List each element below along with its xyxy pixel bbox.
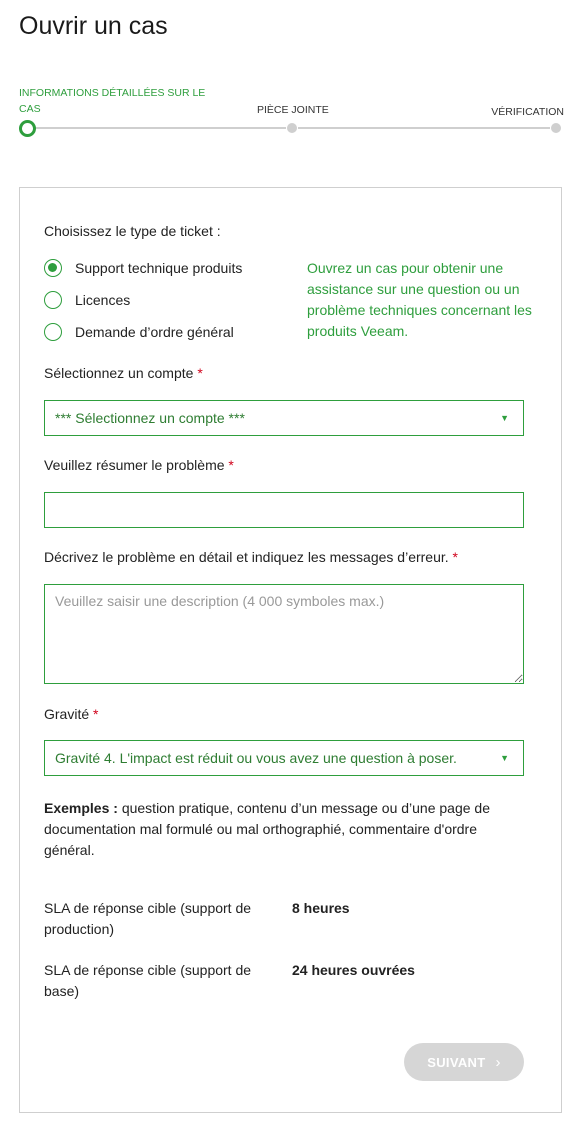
account-select[interactable]: [44, 400, 524, 436]
radio-checked-icon[interactable]: [44, 259, 62, 277]
ticket-type-label: Choisissez le type de ticket :: [44, 223, 221, 239]
case-form-card: [19, 187, 562, 1113]
examples-title: Exemples :: [44, 800, 118, 816]
step-attachment-dot: [287, 123, 297, 133]
account-label: [44, 365, 203, 381]
description-label: [44, 549, 458, 565]
sla-label: SLA de réponse cible (support de production): [44, 900, 252, 937]
radio-option-technical-support[interactable]: [44, 257, 242, 279]
required-mark: *: [452, 549, 458, 565]
severity-examples: [44, 798, 514, 861]
chevron-down-icon: ▼: [500, 753, 509, 763]
account-label-text: Sélectionnez un compte: [44, 365, 194, 381]
required-mark: *: [197, 365, 203, 381]
step-attachment-label: PIÈCE JOINTE: [257, 104, 329, 116]
stepper-line: [34, 127, 286, 129]
summary-label: [44, 457, 234, 473]
description-label-text: Décrivez le problème en détail et indiquez les messages d’erreur.: [44, 549, 449, 565]
radio-option-label: Support technique produits: [75, 260, 243, 276]
severity-select-value: Gravité 4. L'impact est réduit ou vous avez une question à poser.: [55, 750, 457, 766]
stepper: [0, 80, 586, 140]
stepper-line: [298, 127, 550, 129]
step-verification-dot: [551, 123, 561, 133]
step-details-label: INFORMATIONS DÉTAILLÉES SUR LE CAS: [19, 87, 206, 115]
chevron-right-icon: ›: [495, 1053, 501, 1071]
page-title: Ouvrir un cas: [19, 12, 168, 40]
severity-label: [44, 706, 98, 722]
next-button[interactable]: [404, 1043, 524, 1081]
next-button-label: SUIVANT: [427, 1054, 486, 1070]
sla-label: SLA de réponse cible (support de base): [44, 962, 252, 999]
severity-select[interactable]: [44, 740, 524, 776]
chevron-down-icon: ▼: [500, 413, 509, 423]
examples-text: question pratique, contenu d’un message ou d’une page de documentation mal formulé ou mal orthographié, commentaire d'ordre général.: [44, 800, 490, 858]
account-select-value: *** Sélectionnez un compte ***: [55, 410, 245, 426]
sla-value: 24 heures ouvrées: [292, 962, 415, 978]
step-verification-label: VÉRIFICATION: [491, 106, 564, 118]
ticket-type-info: Ouvrez un cas pour obtenir une assistance sur une question ou un problème techniques concernant les produits Veeam.: [307, 260, 532, 339]
required-mark: *: [93, 706, 99, 722]
summary-label-text: Veuillez résumer le problème: [44, 457, 225, 473]
radio-unchecked-icon[interactable]: [44, 323, 62, 341]
radio-option-licensing[interactable]: [44, 289, 130, 311]
description-textarea[interactable]: [44, 584, 524, 684]
summary-input[interactable]: [44, 492, 524, 528]
severity-label-text: Gravité: [44, 706, 90, 722]
required-mark: *: [228, 457, 234, 473]
radio-unchecked-icon[interactable]: [44, 291, 62, 309]
radio-option-label: Demande d’ordre général: [75, 324, 234, 340]
radio-option-general-inquiry[interactable]: [44, 321, 234, 343]
step-details-dot: [19, 120, 36, 137]
sla-value: 8 heures: [292, 900, 350, 916]
radio-option-label: Licences: [75, 292, 131, 308]
